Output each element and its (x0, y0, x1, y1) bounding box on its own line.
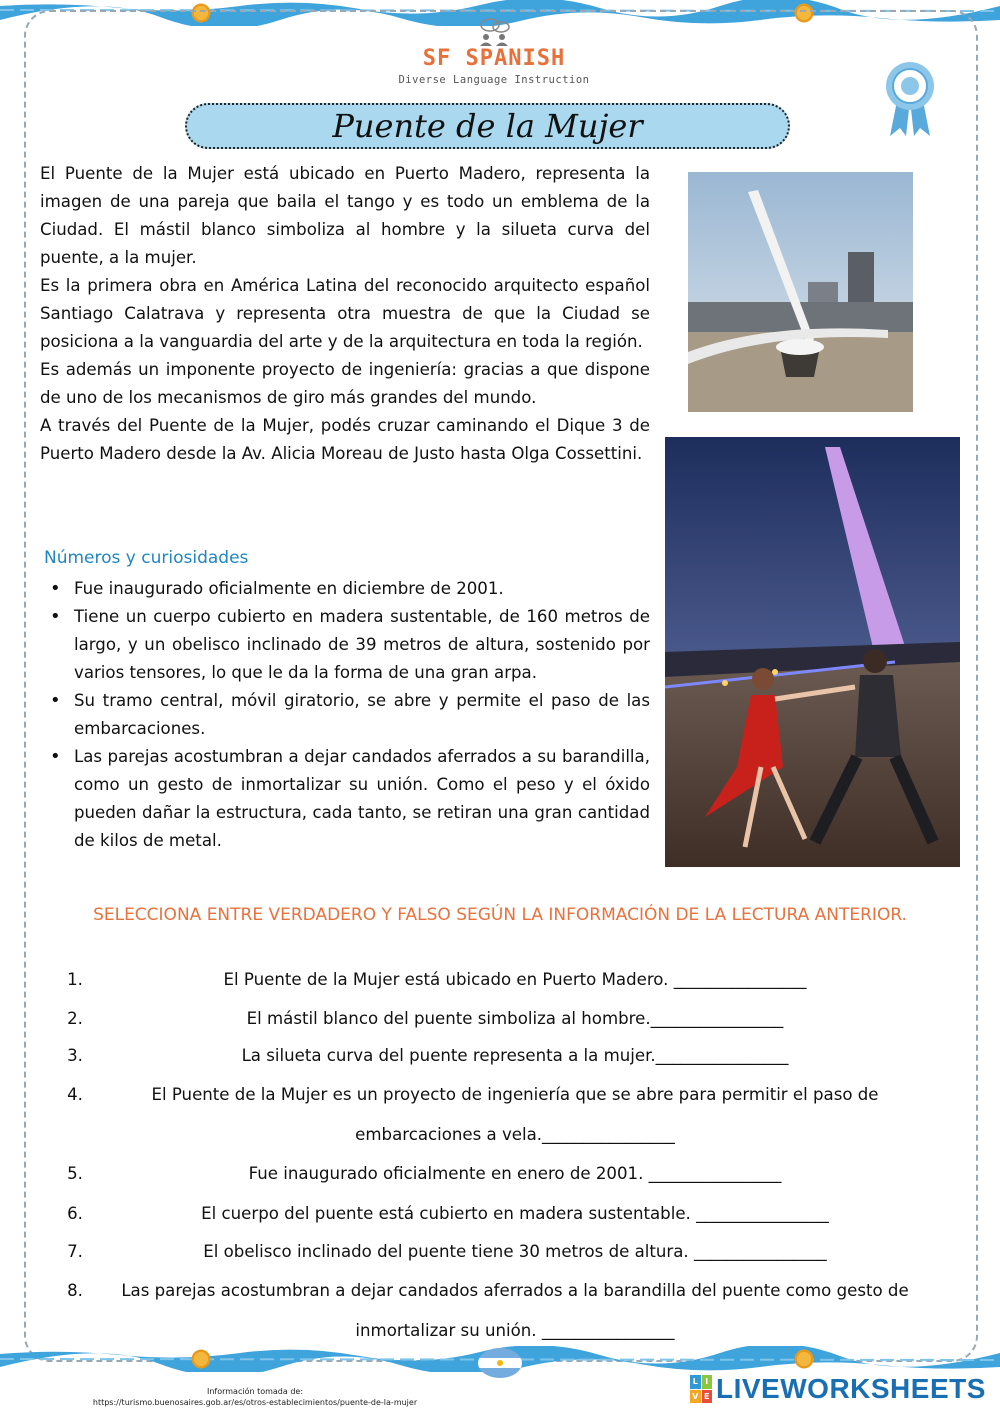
reading-text (40, 160, 650, 468)
question-text[interactable]: La silueta curva del puente representa a la mujer.________________ (241, 1046, 789, 1065)
list-item: • Su tramo central, móvil giratorio, se abre y permite el paso de las embarcaciones. (40, 687, 650, 743)
tango-dancers-photo (665, 437, 960, 867)
reading-paragraph: A través del Puente de la Mujer, podés cruzar caminando el Dique 3 de Puerto Madero desde la Av. Alicia Moreau de Justo hasta Olga Cossettini. (40, 416, 650, 463)
question-item (60, 1232, 940, 1272)
question-text-continued[interactable]: embarcaciones a vela.________________ (355, 1125, 675, 1144)
curiosities-heading: Números y curiosidades (44, 548, 249, 568)
question-text[interactable]: El obelisco inclinado del puente tiene 30 metros de altura. ________________ (203, 1242, 827, 1261)
chat-bubbles-icon (474, 18, 514, 46)
question-number: 4. (67, 1085, 83, 1104)
badge-letter: E (702, 1390, 713, 1404)
question-text: El Puente de la Mujer es un proyecto de ingeniería que se abre para permitir el paso de (151, 1085, 879, 1104)
badge-letter: I (702, 1375, 713, 1389)
question-text[interactable]: El cuerpo del puente está cubierto en madera sustentable. ________________ (201, 1204, 829, 1223)
reading-paragraph: Es además un imponente proyecto de ingeniería: gracias a que dispone de uno de los mecanismos de giro más grandes del mundo. (40, 360, 650, 407)
question-number: 5. (67, 1164, 83, 1183)
question-text[interactable]: Fue inaugurado oficialmente en enero de 2001. ________________ (248, 1164, 782, 1183)
badge-letter: L (690, 1375, 701, 1389)
question-item (60, 960, 940, 1000)
question-number: 7. (67, 1242, 83, 1261)
question-item (60, 1036, 940, 1076)
sun-icon (793, 1348, 815, 1370)
question-item (60, 1075, 940, 1155)
liveworksheets-badge-icon (690, 1375, 712, 1403)
question-number: 1. (67, 970, 83, 989)
logo-name: SF SPANISH (422, 46, 566, 71)
question-text[interactable]: El mástil blanco del puente simboliza al hombre.________________ (246, 1009, 784, 1028)
question-text: Las parejas acostumbran a dejar candados aferrados a la barandilla del puente como gesto de (121, 1281, 909, 1300)
source-url[interactable]: https://turismo.buenosaires.gob.ar/es/otros-establecimientos/puente-de-la-mujer (92, 1398, 418, 1407)
liveworksheets-brand: LIVEWORKSHEETS (716, 1373, 986, 1404)
list-item: • Fue inaugurado oficialmente en diciembre de 2001. (40, 575, 650, 603)
logo (394, 18, 594, 96)
rosette-icon (880, 58, 940, 138)
question-item (60, 1154, 940, 1194)
source-credit (40, 1386, 470, 1408)
question-item (60, 1271, 940, 1351)
argentina-flag-icon (478, 1348, 522, 1378)
page-title: Puente de la Mujer (332, 107, 643, 145)
sun-icon (190, 1348, 212, 1370)
question-number: 2. (67, 1009, 83, 1028)
liveworksheets-logo (690, 1372, 990, 1406)
reading-paragraph: Es la primera obra en América Latina del reconocido arquitecto español Santiago Calatrava y representa otra muestra de que la Ciudad se posiciona a la vanguardia del arte y de la arquitectura en toda la región. (40, 276, 650, 351)
question-item (60, 999, 940, 1039)
list-item: • Tiene un cuerpo cubierto en madera sustentable, de 160 metros de largo, y un obelisco inclinado de 39 metros de altura, sostenido por varios tensores, lo que le da la forma de una gran arpa. (40, 603, 650, 687)
reading-paragraph: El Puente de la Mujer está ubicado en Puerto Madero, representa la imagen de una pareja que baila el tango y es todo un emblema de la Ciudad. El mástil blanco simboliza al hombre y la silueta curva del puente, a la mujer. (40, 164, 650, 267)
question-item (60, 1194, 940, 1234)
logo-subtitle: Diverse Language Instruction (398, 74, 590, 86)
exercise-instruction: SELECCIONA ENTRE VERDADERO Y FALSO SEGÚN LA INFORMACIÓN DE LA LECTURA ANTERIOR. (93, 905, 907, 925)
source-label: Información tomada de: (206, 1387, 304, 1396)
question-text-continued[interactable]: inmortalizar su unión. ________________ (355, 1321, 675, 1340)
curiosities-list (40, 575, 650, 855)
question-number: 8. (67, 1281, 83, 1300)
question-text[interactable]: El Puente de la Mujer está ubicado en Puerto Madero. ________________ (223, 970, 807, 989)
badge-letter: V (690, 1390, 701, 1404)
list-item: • Las parejas acostumbran a dejar candados aferrados a su barandilla, como un gesto de inmortalizar su unión. Como el peso y el óxido pueden dañar la estructura, cada tanto, se retiran una gran cantidad de kilos de metal. (40, 743, 650, 855)
bridge-day-photo (688, 172, 913, 412)
question-number: 6. (67, 1204, 83, 1223)
title-banner (185, 103, 790, 149)
question-number: 3. (67, 1046, 83, 1065)
